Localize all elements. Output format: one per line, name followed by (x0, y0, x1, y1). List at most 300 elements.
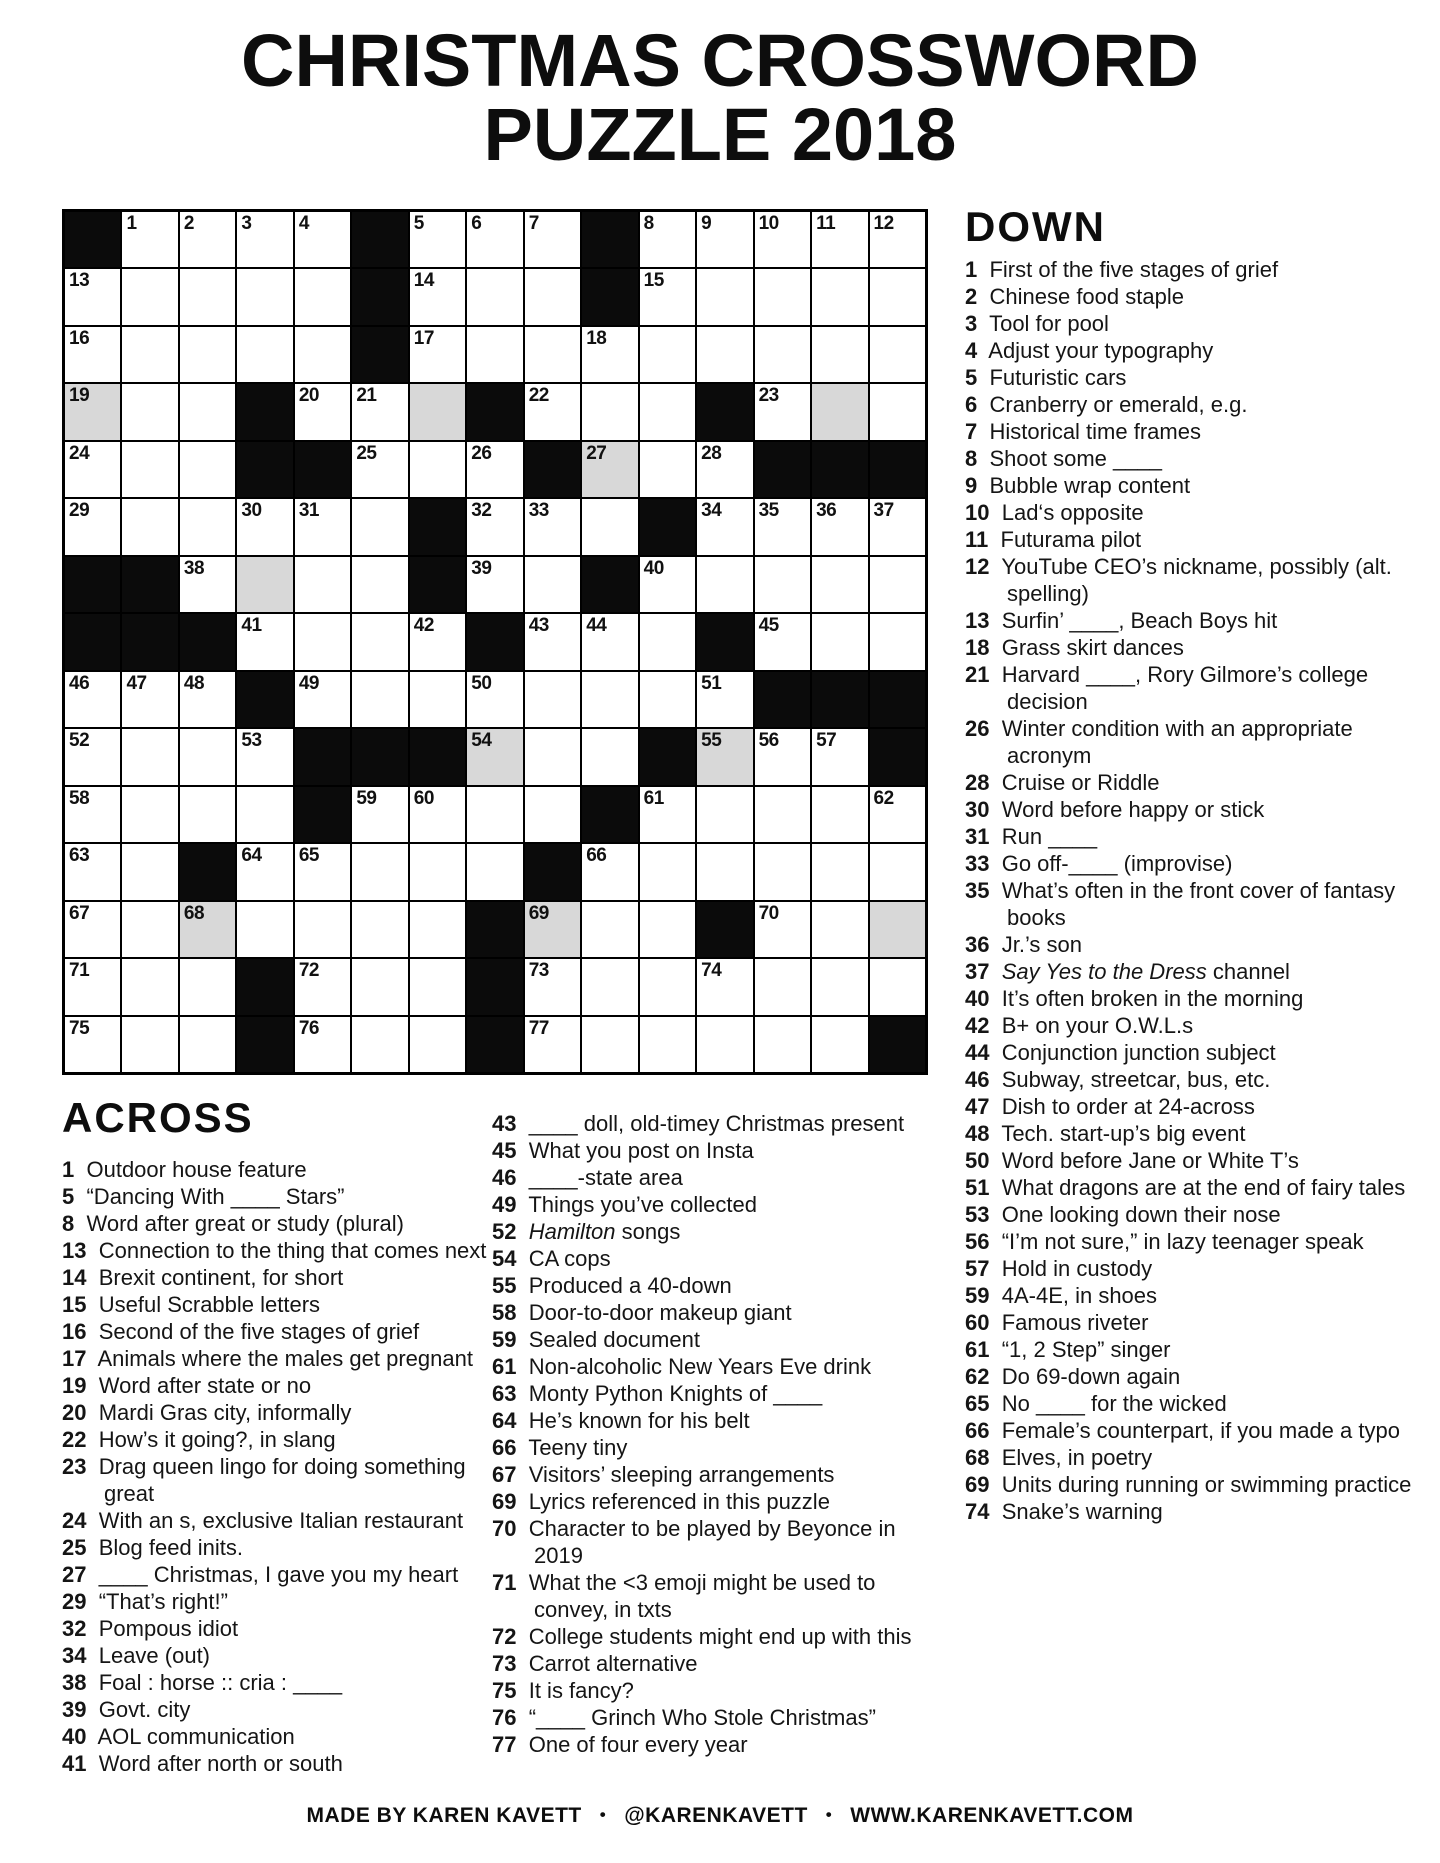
down-clue: 21 Harvard ____, Rory Gilmore’s college decision (965, 662, 1369, 714)
grid-cell[interactable] (524, 613, 581, 670)
grid-cell[interactable] (236, 326, 293, 383)
grid-cell[interactable] (64, 843, 121, 900)
grid-cell-black (294, 786, 351, 843)
clue-number: 30 (965, 797, 990, 822)
grid-cell-black (121, 556, 178, 613)
clue-number: 47 (965, 1094, 990, 1119)
grid-cell[interactable] (294, 326, 351, 383)
grid-cell[interactable] (696, 786, 753, 843)
grid-cell[interactable] (581, 671, 638, 728)
grid-cell-shaded[interactable] (524, 901, 581, 958)
grid-cell[interactable] (351, 441, 408, 498)
grid-cell[interactable] (811, 728, 868, 785)
grid-cell-black (64, 211, 121, 268)
clue-number: 14 (62, 1265, 87, 1290)
across-clue: 61 Non-alcoholic New Years Eve drink (492, 1354, 872, 1379)
grid-cell[interactable] (466, 671, 523, 728)
across-clue: 16 Second of the five stages of grief (62, 1319, 420, 1344)
grid-cell-shaded[interactable] (179, 901, 236, 958)
down-clue: 47 Dish to order at 24-across (965, 1094, 1255, 1119)
grid-cell[interactable] (409, 613, 466, 670)
grid-cell[interactable] (179, 556, 236, 613)
footer-website: WWW.KARENKAVETT.COM (850, 1804, 1134, 1827)
clue-number: 29 (62, 1589, 87, 1614)
grid-cell[interactable] (121, 268, 178, 325)
grid-cell[interactable] (754, 268, 811, 325)
grid-cell-number: 26 (471, 442, 492, 464)
grid-cell-number: 19 (69, 385, 90, 407)
across-clue: 8 Word after great or study (plural) (62, 1211, 404, 1236)
grid-cell[interactable] (524, 211, 581, 268)
down-clue: 60 Famous riveter (965, 1310, 1149, 1335)
clue-number: 49 (492, 1192, 517, 1217)
grid-cell[interactable] (639, 211, 696, 268)
grid-cell-number: 64 (241, 845, 262, 867)
down-clue: 31 Run ____ (965, 824, 1098, 849)
grid-cell[interactable] (524, 498, 581, 555)
grid-cell[interactable] (524, 383, 581, 440)
grid-cell-number: 41 (241, 615, 262, 637)
grid-cell[interactable] (179, 671, 236, 728)
grid-cell[interactable] (294, 613, 351, 670)
down-clue: 59 4A-4E, in shoes (965, 1283, 1158, 1308)
clue-number: 38 (62, 1670, 87, 1695)
grid-cell[interactable] (524, 326, 581, 383)
grid-cell[interactable] (696, 498, 753, 555)
clue-number: 10 (965, 500, 990, 525)
grid-cell[interactable] (639, 958, 696, 1015)
grid-cell[interactable] (351, 671, 408, 728)
grid-cell[interactable] (121, 498, 178, 555)
grid-cell-shaded[interactable] (811, 383, 868, 440)
grid-cell-number: 15 (643, 270, 664, 292)
grid-cell[interactable] (639, 1016, 696, 1073)
grid-cell[interactable] (754, 843, 811, 900)
grid-cell[interactable] (121, 383, 178, 440)
clue-number: 17 (62, 1346, 87, 1371)
grid-cell[interactable] (524, 268, 581, 325)
grid-cell[interactable] (581, 728, 638, 785)
grid-cell[interactable] (351, 613, 408, 670)
grid-cell[interactable] (409, 843, 466, 900)
grid-cell[interactable] (754, 786, 811, 843)
clue-number: 7 (965, 419, 978, 444)
grid-cell-number: 10 (758, 213, 779, 234)
grid-cell[interactable] (811, 901, 868, 958)
grid-cell[interactable] (869, 383, 926, 440)
grid-cell[interactable] (64, 901, 121, 958)
grid-cell[interactable] (754, 1016, 811, 1073)
grid-cell[interactable] (409, 268, 466, 325)
grid-cell-number: 27 (586, 442, 607, 464)
grid-cell[interactable] (754, 383, 811, 440)
grid-cell[interactable] (236, 268, 293, 325)
grid-cell[interactable] (121, 1016, 178, 1073)
grid-cell-shaded[interactable] (236, 556, 293, 613)
footer-author: MADE BY KAREN KAVETT (306, 1804, 582, 1827)
down-clue: 74 Snake’s warning (965, 1499, 1163, 1524)
grid-cell[interactable] (581, 498, 638, 555)
grid-cell-number: 45 (758, 615, 779, 637)
grid-cell[interactable] (811, 268, 868, 325)
grid-cell[interactable] (754, 211, 811, 268)
grid-cell-number: 40 (643, 557, 664, 579)
crossword-grid (62, 209, 928, 1075)
down-clue: 2 Chinese food staple (965, 284, 1184, 309)
down-clue: 4 Adjust your typography (965, 338, 1214, 363)
across-clue: 24 With an s, exclusive Italian restaurant (62, 1508, 464, 1533)
grid-cell-number: 2 (183, 213, 194, 234)
grid-cell[interactable] (121, 211, 178, 268)
grid-cell[interactable] (581, 613, 638, 670)
grid-cell[interactable] (639, 613, 696, 670)
clue-number: 36 (965, 932, 990, 957)
grid-cell-number: 25 (356, 442, 377, 464)
grid-cell-number: 56 (758, 730, 779, 752)
grid-cell[interactable] (236, 901, 293, 958)
grid-cell[interactable] (754, 326, 811, 383)
grid-cell[interactable] (754, 556, 811, 613)
grid-cell[interactable] (639, 326, 696, 383)
grid-cell[interactable] (236, 843, 293, 900)
grid-cell-number: 74 (701, 960, 722, 982)
grid-cell-number: 36 (816, 500, 837, 522)
grid-cell[interactable] (121, 786, 178, 843)
grid-cell[interactable] (409, 326, 466, 383)
grid-cell[interactable] (179, 211, 236, 268)
grid-cell[interactable] (581, 843, 638, 900)
grid-cell[interactable] (811, 958, 868, 1015)
grid-cell[interactable] (869, 498, 926, 555)
grid-cell[interactable] (696, 326, 753, 383)
grid-cell[interactable] (179, 498, 236, 555)
grid-cell[interactable] (466, 211, 523, 268)
grid-cell-number: 4 (298, 213, 309, 234)
grid-cell[interactable] (696, 211, 753, 268)
grid-cell[interactable] (811, 786, 868, 843)
clue-number: 43 (492, 1111, 517, 1136)
grid-cell[interactable] (179, 786, 236, 843)
grid-cell[interactable] (179, 1016, 236, 1073)
across-clues-list-col1 (62, 1156, 494, 1777)
grid-cell[interactable] (639, 556, 696, 613)
across-clue: 17 Animals where the males get pregnant (62, 1346, 473, 1371)
across-clue: 1 Outdoor house feature (62, 1157, 307, 1182)
clue-number: 59 (492, 1327, 517, 1352)
clue-number: 60 (965, 1310, 990, 1335)
grid-cell[interactable] (581, 1016, 638, 1073)
clue-number: 45 (492, 1138, 517, 1163)
across-clue: 55 Produced a 40-down (492, 1273, 732, 1298)
across-clue: 40 AOL communication (62, 1724, 295, 1749)
grid-cell[interactable] (236, 786, 293, 843)
grid-cell[interactable] (524, 728, 581, 785)
grid-cell[interactable] (466, 326, 523, 383)
across-clues-list-col2 (492, 1110, 944, 1758)
grid-cell[interactable] (409, 211, 466, 268)
clue-number: 48 (965, 1121, 990, 1146)
grid-cell-number: 20 (298, 385, 319, 407)
grid-cell-number: 57 (816, 730, 837, 752)
grid-cell[interactable] (581, 326, 638, 383)
grid-cell[interactable] (696, 958, 753, 1015)
clue-number: 6 (965, 392, 978, 417)
down-clue: 50 Word before Jane or White T’s (965, 1148, 1299, 1173)
grid-cell-black (466, 383, 523, 440)
grid-cell[interactable] (696, 671, 753, 728)
clue-number: 25 (62, 1535, 87, 1560)
down-clue: 3 Tool for pool (965, 311, 1109, 336)
grid-cell[interactable] (294, 901, 351, 958)
clue-number: 73 (492, 1651, 517, 1676)
grid-cell[interactable] (236, 211, 293, 268)
grid-cell[interactable] (639, 786, 696, 843)
grid-cell-shaded[interactable] (64, 383, 121, 440)
grid-cell[interactable] (466, 498, 523, 555)
grid-cell[interactable] (696, 441, 753, 498)
grid-cell[interactable] (639, 843, 696, 900)
clue-number: 53 (965, 1202, 990, 1227)
grid-cell-number: 6 (471, 213, 482, 234)
grid-cell[interactable] (581, 958, 638, 1015)
grid-cell[interactable] (581, 901, 638, 958)
grid-cell[interactable] (64, 786, 121, 843)
grid-cell[interactable] (179, 268, 236, 325)
across-clue: 52 Hamilton songs (492, 1219, 681, 1244)
grid-cell[interactable] (466, 268, 523, 325)
grid-cell[interactable] (696, 268, 753, 325)
grid-cell[interactable] (869, 613, 926, 670)
across-clue: 49 Things you’ve collected (492, 1192, 757, 1217)
grid-cell-black (351, 211, 408, 268)
clue-number: 3 (965, 311, 978, 336)
clue-number: 50 (965, 1148, 990, 1173)
grid-cell[interactable] (351, 958, 408, 1015)
grid-cell-number: 65 (298, 845, 319, 867)
across-clue: 70 Character to be played by Beyonce in 2019 (492, 1516, 896, 1568)
grid-cell[interactable] (351, 786, 408, 843)
across-clue: 69 Lyrics referenced in this puzzle (492, 1489, 830, 1514)
grid-cell[interactable] (121, 671, 178, 728)
grid-cell[interactable] (466, 786, 523, 843)
grid-cell[interactable] (351, 1016, 408, 1073)
grid-cell[interactable] (754, 728, 811, 785)
grid-cell-shaded[interactable] (409, 383, 466, 440)
grid-cell[interactable] (869, 268, 926, 325)
grid-cell[interactable] (639, 268, 696, 325)
grid-cell[interactable] (409, 1016, 466, 1073)
grid-cell-number: 8 (643, 213, 654, 234)
page-title (0, 19, 1440, 176)
grid-cell[interactable] (64, 441, 121, 498)
across-clue: 54 CA cops (492, 1246, 611, 1271)
clue-number: 12 (965, 554, 990, 579)
grid-cell[interactable] (64, 268, 121, 325)
grid-cell-number: 46 (69, 672, 90, 694)
grid-cell[interactable] (639, 383, 696, 440)
grid-cell[interactable] (869, 556, 926, 613)
grid-cell[interactable] (639, 671, 696, 728)
grid-cell-black (294, 441, 351, 498)
grid-cell[interactable] (811, 211, 868, 268)
grid-cell[interactable] (294, 498, 351, 555)
clue-number: 11 (965, 527, 989, 552)
grid-cell[interactable] (294, 556, 351, 613)
grid-cell-black (811, 671, 868, 728)
clue-number: 2 (965, 284, 978, 309)
grid-cell[interactable] (754, 901, 811, 958)
grid-cell[interactable] (696, 843, 753, 900)
grid-cell-black (179, 613, 236, 670)
across-clue: 59 Sealed document (492, 1327, 700, 1352)
grid-cell[interactable] (64, 671, 121, 728)
grid-cell[interactable] (351, 901, 408, 958)
across-clue: 25 Blog feed inits. (62, 1535, 244, 1560)
grid-cell[interactable] (754, 613, 811, 670)
grid-cell-number: 3 (241, 213, 252, 234)
grid-cell[interactable] (696, 1016, 753, 1073)
grid-cell-shaded[interactable] (696, 728, 753, 785)
grid-cell[interactable] (179, 441, 236, 498)
grid-cell[interactable] (409, 901, 466, 958)
grid-cell-black (294, 728, 351, 785)
grid-cell-number: 17 (413, 327, 434, 349)
grid-cell[interactable] (466, 843, 523, 900)
grid-cell[interactable] (294, 211, 351, 268)
down-clue: 40 It’s often broken in the morning (965, 986, 1304, 1011)
clue-number: 51 (965, 1175, 990, 1200)
grid-cell[interactable] (409, 671, 466, 728)
grid-cell[interactable] (236, 728, 293, 785)
grid-cell-black (466, 613, 523, 670)
grid-cell[interactable] (409, 958, 466, 1015)
across-clue: 14 Brexit continent, for short (62, 1265, 344, 1290)
grid-cell[interactable] (294, 383, 351, 440)
grid-cell-number: 70 (758, 902, 779, 924)
grid-cell[interactable] (236, 498, 293, 555)
grid-cell[interactable] (236, 613, 293, 670)
grid-cell[interactable] (64, 958, 121, 1015)
grid-cell[interactable] (581, 383, 638, 440)
down-clue: 1 First of the five stages of grief (965, 257, 1279, 282)
grid-cell[interactable] (64, 1016, 121, 1073)
grid-cell[interactable] (466, 556, 523, 613)
grid-cell[interactable] (121, 728, 178, 785)
grid-cell-number: 1 (126, 213, 137, 234)
clue-number: 57 (965, 1256, 990, 1281)
footer-bullet-icon: • (825, 1805, 833, 1824)
grid-cell[interactable] (524, 671, 581, 728)
grid-cell-number: 75 (69, 1017, 90, 1039)
grid-cell[interactable] (179, 383, 236, 440)
grid-cell[interactable] (409, 786, 466, 843)
grid-cell[interactable] (811, 843, 868, 900)
grid-cell-number: 47 (126, 672, 147, 694)
clue-number: 32 (62, 1616, 87, 1641)
grid-cell-number: 55 (701, 730, 722, 752)
grid-cell[interactable] (351, 383, 408, 440)
grid-cell[interactable] (294, 958, 351, 1015)
grid-cell[interactable] (466, 441, 523, 498)
clue-number: 1 (62, 1157, 75, 1182)
down-clue: 66 Female’s counterpart, if you made a typo (965, 1418, 1400, 1443)
grid-cell[interactable] (754, 958, 811, 1015)
across-clue: 22 How’s it going?, in slang (62, 1427, 336, 1452)
grid-cell-shaded[interactable] (869, 901, 926, 958)
grid-cell[interactable] (121, 326, 178, 383)
grid-cell[interactable] (524, 958, 581, 1015)
grid-cell-black (236, 958, 293, 1015)
grid-cell[interactable] (409, 441, 466, 498)
grid-cell[interactable] (351, 843, 408, 900)
grid-cell-shaded[interactable] (466, 728, 523, 785)
grid-cell-black (466, 1016, 523, 1073)
grid-cell-number: 28 (701, 442, 722, 464)
grid-cell-number: 54 (471, 730, 492, 752)
grid-cell[interactable] (64, 498, 121, 555)
grid-cell[interactable] (121, 441, 178, 498)
grid-cell[interactable] (524, 1016, 581, 1073)
grid-cell-number: 50 (471, 672, 492, 694)
grid-cell[interactable] (121, 901, 178, 958)
grid-cell[interactable] (696, 556, 753, 613)
grid-cell[interactable] (869, 843, 926, 900)
clue-number: 8 (965, 446, 978, 471)
grid-cell[interactable] (294, 1016, 351, 1073)
grid-cell[interactable] (811, 613, 868, 670)
grid-cell[interactable] (121, 958, 178, 1015)
grid-cell[interactable] (121, 843, 178, 900)
page-title-line1: CHRISTMAS CROSSWORD (241, 19, 1199, 102)
grid-cell[interactable] (754, 498, 811, 555)
grid-cell[interactable] (524, 556, 581, 613)
grid-cell-black (351, 268, 408, 325)
down-clue: 57 Hold in custody (965, 1256, 1153, 1281)
grid-cell[interactable] (294, 843, 351, 900)
grid-cell[interactable] (64, 326, 121, 383)
grid-cell[interactable] (294, 268, 351, 325)
grid-cell[interactable] (351, 498, 408, 555)
clue-number: 40 (62, 1724, 87, 1749)
clue-number: 76 (492, 1705, 517, 1730)
grid-cell[interactable] (179, 728, 236, 785)
grid-cell[interactable] (811, 498, 868, 555)
grid-cell-black (466, 958, 523, 1015)
grid-cell[interactable] (179, 326, 236, 383)
grid-cell[interactable] (811, 1016, 868, 1073)
grid-cell[interactable] (811, 556, 868, 613)
grid-cell[interactable] (869, 326, 926, 383)
grid-cell-number: 35 (758, 500, 779, 522)
grid-cell[interactable] (524, 786, 581, 843)
grid-cell[interactable] (179, 958, 236, 1015)
grid-cell[interactable] (869, 958, 926, 1015)
grid-cell[interactable] (351, 556, 408, 613)
grid-cell[interactable] (639, 901, 696, 958)
clue-number: 69 (965, 1472, 990, 1497)
grid-cell-black (121, 613, 178, 670)
clue-number: 33 (965, 851, 990, 876)
grid-cell[interactable] (64, 728, 121, 785)
grid-cell[interactable] (294, 671, 351, 728)
grid-cell[interactable] (869, 786, 926, 843)
grid-cell[interactable] (639, 441, 696, 498)
across-clue: 15 Useful Scrabble letters (62, 1292, 321, 1317)
grid-cell[interactable] (811, 326, 868, 383)
grid-cell-black (64, 556, 121, 613)
grid-cell[interactable] (869, 211, 926, 268)
grid-cell-shaded[interactable] (581, 441, 638, 498)
